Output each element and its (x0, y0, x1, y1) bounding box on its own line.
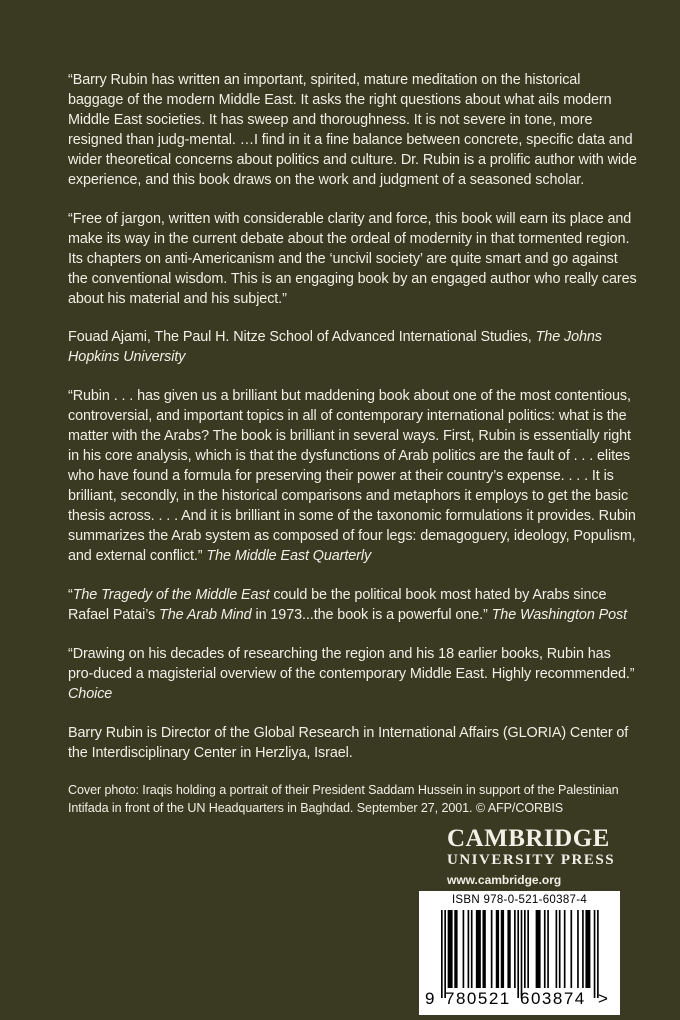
quote-4-source: The Washington Post (491, 607, 628, 623)
barcode-bar (556, 910, 558, 988)
barcode-bar (536, 910, 541, 988)
quote-4-open: “ (68, 587, 73, 603)
barcode-guard-bar (441, 910, 443, 998)
barcode-bar (448, 910, 453, 988)
review-quote-5 (68, 644, 638, 704)
barcode-guard-bar (594, 910, 596, 998)
quote-attribution-ajami (68, 327, 638, 367)
barcode-bar (501, 910, 504, 988)
barcode-bar (491, 910, 493, 988)
barcode-guard-bar (517, 910, 519, 998)
barcode-guard-bar (597, 910, 599, 998)
quote-3-text: “Rubin . . . has given us a brilliant but maddening book about one of the most contentious, controversial, and important topics in all of contemporary international politics: what is the matter with the Arabs? The book is brilliant in several ways. First, Rubin is essentially right in his core analysis, which is that the dysfunctions of Arab politics are the fault of . . . elites who have found a formula for preserving their power at their country’s expense. . . . It is brilliant, secondly, in the historical comparisons and metaphors it employs to get the basic thesis across. . . . And it is brilliant in some of the taxonomic formulations it provides. Rubin summarizes the Arab system as composed of four legs: demagoguery, ideology, Populism, and external conflict.” (68, 388, 636, 564)
review-quote-3 (68, 386, 638, 566)
barcode-bar (507, 910, 510, 988)
barcode-guard-bar (521, 910, 523, 998)
review-quote-2: “Free of jargon, written with considerable clarity and force, this book will earn its place and make its way in the current debate about the ordeal of modernity in that tormented region. Its chapters on anti-Americanism and the ‘uncivil society’ are quite smart and go against the conventional wisdom. This is an engaging book by an engaged author who really cares about his material and his subject.” (68, 211, 637, 307)
barcode-bar (476, 910, 481, 988)
review-quote-4 (68, 585, 638, 625)
barcode-bar (524, 910, 526, 988)
barcode-bar (570, 910, 572, 988)
barcode-left-group: 780521 (445, 989, 511, 1008)
barcode-digits (419, 989, 620, 1011)
barcode-bar (483, 910, 486, 988)
barcode-bar (471, 910, 473, 988)
quote-5-source: Choice (68, 686, 113, 702)
barcode-bar (564, 910, 566, 988)
barcode-bar (463, 910, 465, 988)
quote-4-mid: could be the political book most hated by Arabs since Rafael Patai’s (68, 587, 607, 623)
publisher-name: CAMBRIDGE (447, 825, 610, 852)
isbn-label: ISBN 978-0-521-60387-4 (451, 894, 588, 906)
cover-photo-credit: Cover photo: Iraqis holding a portrait of their President Saddam Hussein in support of the Palestinian Intifada in front of the UN Headquarters in Baghdad. September 27, 2001. © AFP/CORBIS (68, 783, 619, 815)
barcode-bar (559, 910, 561, 988)
quote-5-text: “Drawing on his decades of researching the region and his 18 earlier books, Rubin has pro-duced a magisterial overview of the contemporary Middle East. Highly recommended.” (68, 646, 635, 682)
barcode-bar (577, 910, 579, 988)
barcode-bar (496, 910, 499, 988)
publisher-url: www.cambridge.org (447, 873, 562, 887)
quote-4-title2: The Arab Mind (159, 607, 252, 623)
barcode-right-group: 603874 (520, 989, 586, 1008)
author-bio: Barry Rubin is Director of the Global Research in International Affairs (GLORIA) Center of the Interdisciplinary Center in Herzliya, Israel. (68, 725, 629, 761)
quote-4-end: in 1973...the book is a powerful one.” (251, 607, 492, 623)
blurb-column (68, 70, 638, 836)
publisher-subtitle: UNIVERSITY PRESS (447, 852, 616, 868)
barcode-guard-bar (444, 910, 446, 998)
attribution-name: Fouad Ajami, The Paul H. Nitze School of Advanced International Studies, (68, 329, 536, 345)
barcode-bar (514, 910, 516, 988)
quote-3-source: The Middle East Quarterly (206, 548, 372, 564)
review-quote-1: “Barry Rubin has written an important, spirited, mature meditation on the historical baggage of the modern Middle East. It asks the right questions about what ails modern Middle East societies. It has sweep and thoroughness. It is not severe in tone, more resigned than judg-mental. …I find in it a fine balance between concrete, specific data and wider theoretical concerns about politics and culture. Dr. Rubin is a prolific author with wide experience, and this book draws on the work and judgment of a seasoned scholar. (68, 72, 637, 188)
barcode-bar (468, 910, 470, 988)
barcode-bar (582, 910, 584, 988)
barcode-first-digit: 9 (425, 989, 435, 1008)
isbn-barcode (419, 891, 620, 1015)
barcode-bar (585, 910, 590, 988)
quote-4-title: The Tragedy of the Middle East (72, 587, 270, 603)
barcode-end-mark: > (598, 989, 608, 1008)
barcode-bar (544, 910, 546, 988)
attribution-source: The Johns Hopkins University (68, 329, 602, 365)
barcode-bar (547, 910, 549, 988)
barcode-bar (527, 910, 529, 988)
publisher-logo (447, 826, 622, 887)
barcode-bar (454, 910, 457, 988)
